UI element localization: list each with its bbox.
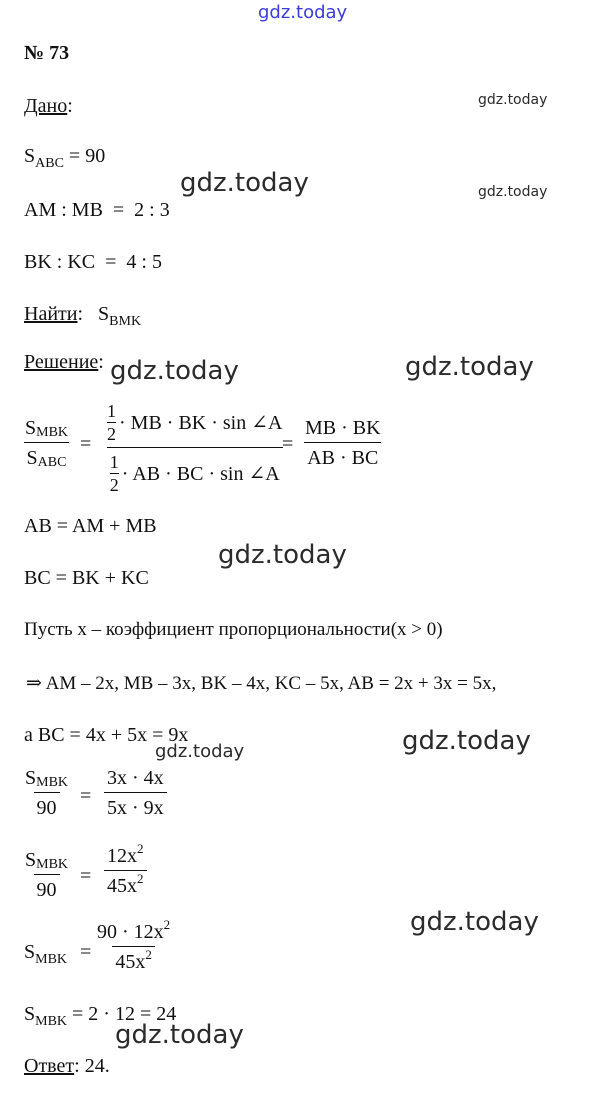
half-fraction	[110, 453, 119, 494]
find-line	[24, 303, 142, 329]
ratio-rhs-denominator: AB · BC	[304, 442, 381, 468]
eq4-sub: MBK	[35, 952, 68, 967]
ratio-lhs-denominator	[24, 442, 70, 468]
eq2-rhs-denominator: 5x · 9x	[104, 792, 167, 818]
area-value: = 90	[68, 145, 106, 167]
solution-label-colon: :	[98, 351, 104, 373]
line-bc-value: a BC = 4x + 5x = 9x	[24, 724, 189, 746]
watermark: gdz.today	[115, 1020, 244, 1050]
watermark: gdz.today	[478, 92, 548, 108]
watermark: gdz.today	[402, 726, 531, 756]
ratio-rhs-numerator: MB · BK	[305, 417, 381, 439]
eq3-rhs-numerator	[104, 840, 147, 870]
eq3-num-base: 12x	[107, 845, 137, 867]
equals-sign: =	[80, 941, 92, 963]
half-num: 1	[107, 401, 116, 421]
watermark: gdz.today	[410, 907, 539, 937]
eq3-rhs-fraction	[104, 840, 147, 897]
equals-sign: =	[80, 865, 92, 887]
eq4-rhs-numerator	[94, 916, 173, 946]
eq3-lhs-fraction	[22, 850, 71, 900]
watermark: gdz.today	[180, 168, 309, 198]
find-subscript: BMK	[109, 314, 142, 329]
eq3-lhs-numerator	[22, 850, 71, 874]
ratio-lhs-num-sub: MBK	[36, 425, 69, 440]
solution-label-text: Решение	[24, 351, 99, 373]
answer-value: : 24.	[74, 1055, 110, 1077]
line-bc-sum: BC = BK + KC	[24, 567, 149, 589]
half-den: 2	[109, 475, 119, 495]
mid-num-rest: · MB · BK · sin ∠A	[119, 411, 283, 434]
area-symbol: S	[24, 145, 36, 167]
equals-sign: =	[80, 433, 92, 455]
ratio-lhs-den-s: S	[26, 447, 38, 469]
eq3-rhs-denominator	[104, 870, 147, 896]
mid-den-rest: · AB · BC · sin ∠A	[121, 462, 280, 485]
ratio-mid-fraction	[104, 402, 285, 494]
line-implication: ⇒ AM – 2x, MB – 3x, BK – 4x, KC – 5x, AB = 2x + 3x = 5x,	[26, 673, 497, 694]
eq2-rhs-fraction	[104, 768, 167, 818]
ratio-mid-numerator	[104, 402, 285, 447]
eq3-den-exp: 2	[137, 870, 144, 886]
eq4-den-base: 45x	[115, 951, 146, 973]
ratio-lhs-num-s: S	[25, 417, 37, 439]
eq3-lhs-denominator: 90	[34, 874, 60, 900]
eq2-lhs-numerator	[22, 768, 71, 792]
eq2-lhs-fraction	[22, 768, 71, 818]
given-ratio-bk-kc: BK : KC = 4 : 5	[24, 251, 162, 273]
problem-number: № 73	[24, 42, 70, 64]
find-symbol: S	[98, 303, 110, 325]
eq4-s: S	[24, 941, 36, 963]
eq4-num-base: 90 · 12x	[97, 921, 164, 943]
equals-sign: =	[80, 785, 92, 807]
eq3-s: S	[25, 849, 37, 871]
given-ratio-am-mb: AM : MB = 2 : 3	[24, 199, 170, 221]
eq3-num-exp: 2	[137, 840, 144, 856]
given-label-colon: :	[67, 95, 73, 117]
eq2-sub: MBK	[36, 775, 69, 790]
find-colon: :	[77, 303, 84, 325]
result-sub: MBK	[35, 1014, 68, 1029]
eq4-num-exp: 2	[163, 916, 171, 932]
answer-label: Ответ	[24, 1055, 75, 1077]
watermark-top: gdz.today	[258, 2, 348, 23]
eq2-s: S	[25, 767, 37, 789]
eq4-den-exp: 2	[145, 946, 152, 962]
watermark: gdz.today	[155, 741, 245, 762]
watermark: gdz.today	[478, 184, 548, 200]
eq2-lhs-denominator: 90	[34, 792, 60, 818]
given-label	[24, 96, 73, 116]
eq3-den-base: 45x	[107, 875, 137, 897]
equals-sign: =	[282, 433, 294, 455]
ratio-rhs-fraction	[302, 418, 384, 468]
watermark: gdz.today	[218, 540, 347, 570]
result-line	[24, 1003, 177, 1029]
watermark: gdz.today	[405, 352, 534, 382]
eq4-rhs-fraction	[94, 916, 173, 973]
result-s: S	[24, 1003, 36, 1025]
watermark: gdz.today	[110, 356, 239, 386]
half-fraction	[107, 402, 116, 443]
eq2-rhs-numerator: 3x · 4x	[107, 767, 164, 789]
eq3-sub: MBK	[36, 857, 69, 872]
given-area	[24, 145, 106, 171]
ratio-mid-denominator	[107, 447, 283, 494]
given-label-text: Дано	[24, 95, 68, 117]
eq4-rhs-denominator	[112, 946, 155, 972]
solution-label	[24, 352, 104, 372]
area-subscript: ABC	[35, 156, 64, 171]
ratio-lhs-fraction	[22, 418, 71, 468]
line-let-x: Пусть x – коэффициент пропорциональности(x > 0)	[24, 619, 443, 640]
line-ab-sum: AB = AM + MB	[24, 515, 157, 537]
find-label: Найти	[24, 303, 78, 325]
half-den: 2	[107, 424, 116, 444]
ratio-lhs-numerator	[22, 418, 71, 442]
eq4-lhs	[24, 941, 68, 967]
result-expr: = 2 · 12 = 24	[72, 1003, 177, 1025]
answer-line	[24, 1056, 110, 1076]
ratio-lhs-den-sub: ABC	[37, 455, 67, 470]
half-num: 1	[109, 452, 119, 472]
